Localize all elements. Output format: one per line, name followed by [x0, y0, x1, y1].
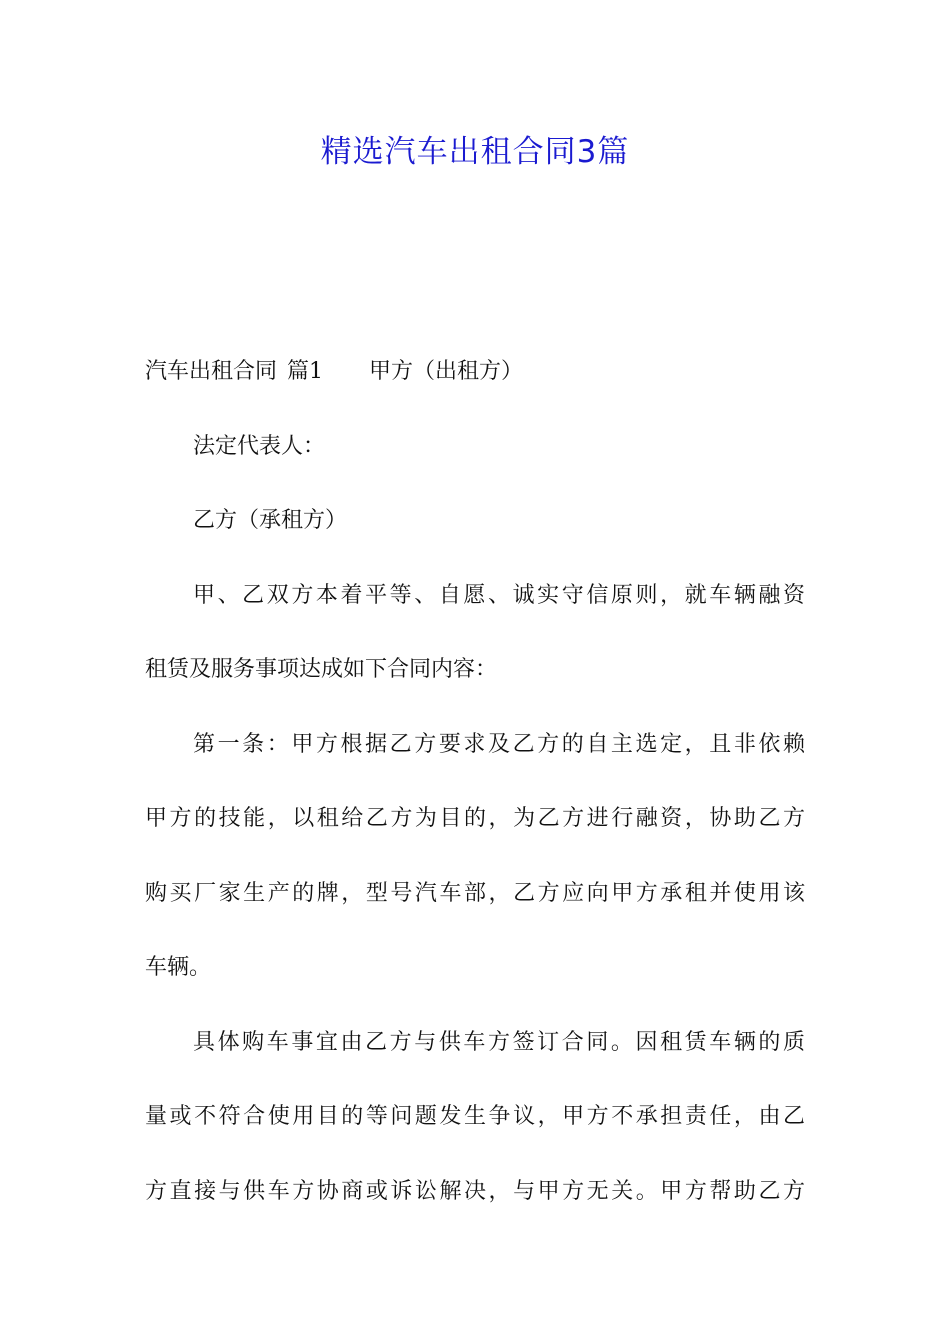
- paragraph-line: 量或不符合使用目的等问题发生争议，甲方不承担责任，由乙: [145, 1104, 805, 1129]
- document-title: 精选汽车出租合同3篇: [320, 134, 630, 170]
- contract-part-label: 篇1: [287, 359, 324, 384]
- paragraph-line: 车辆。: [145, 955, 212, 980]
- paragraph-line: 方直接与供车方协商或诉讼解决，与甲方无关。甲方帮助乙方: [145, 1178, 805, 1204]
- legal-representative-label: 法定代表人：: [193, 433, 326, 459]
- paragraph-line: 第一条：甲方根据乙方要求及乙方的自主选定，且非依赖: [193, 731, 805, 757]
- contract-heading: 汽车出租合同: [145, 359, 278, 384]
- paragraph-line: 具体购车事宜由乙方与供车方签订合同。因租赁车辆的质: [193, 1029, 805, 1055]
- contract-heading-line: [145, 335, 805, 410]
- paragraph-line: 购买厂家生产的牌，型号汽车部，乙方应向甲方承租并使用该: [145, 880, 805, 906]
- party-a-label: 甲方（出租方）: [369, 359, 524, 384]
- party-b-label: 乙方（承租方）: [193, 508, 348, 533]
- paragraph-line: 租赁及服务事项达成如下合同内容：: [145, 657, 498, 682]
- document-body: [145, 335, 805, 1229]
- paragraph-line: 甲方的技能，以租给乙方为目的，为乙方进行融资，协助乙方: [145, 806, 805, 831]
- paragraph-line: 甲、乙双方本着平等、自愿、诚实守信原则，就车辆融资: [193, 582, 805, 608]
